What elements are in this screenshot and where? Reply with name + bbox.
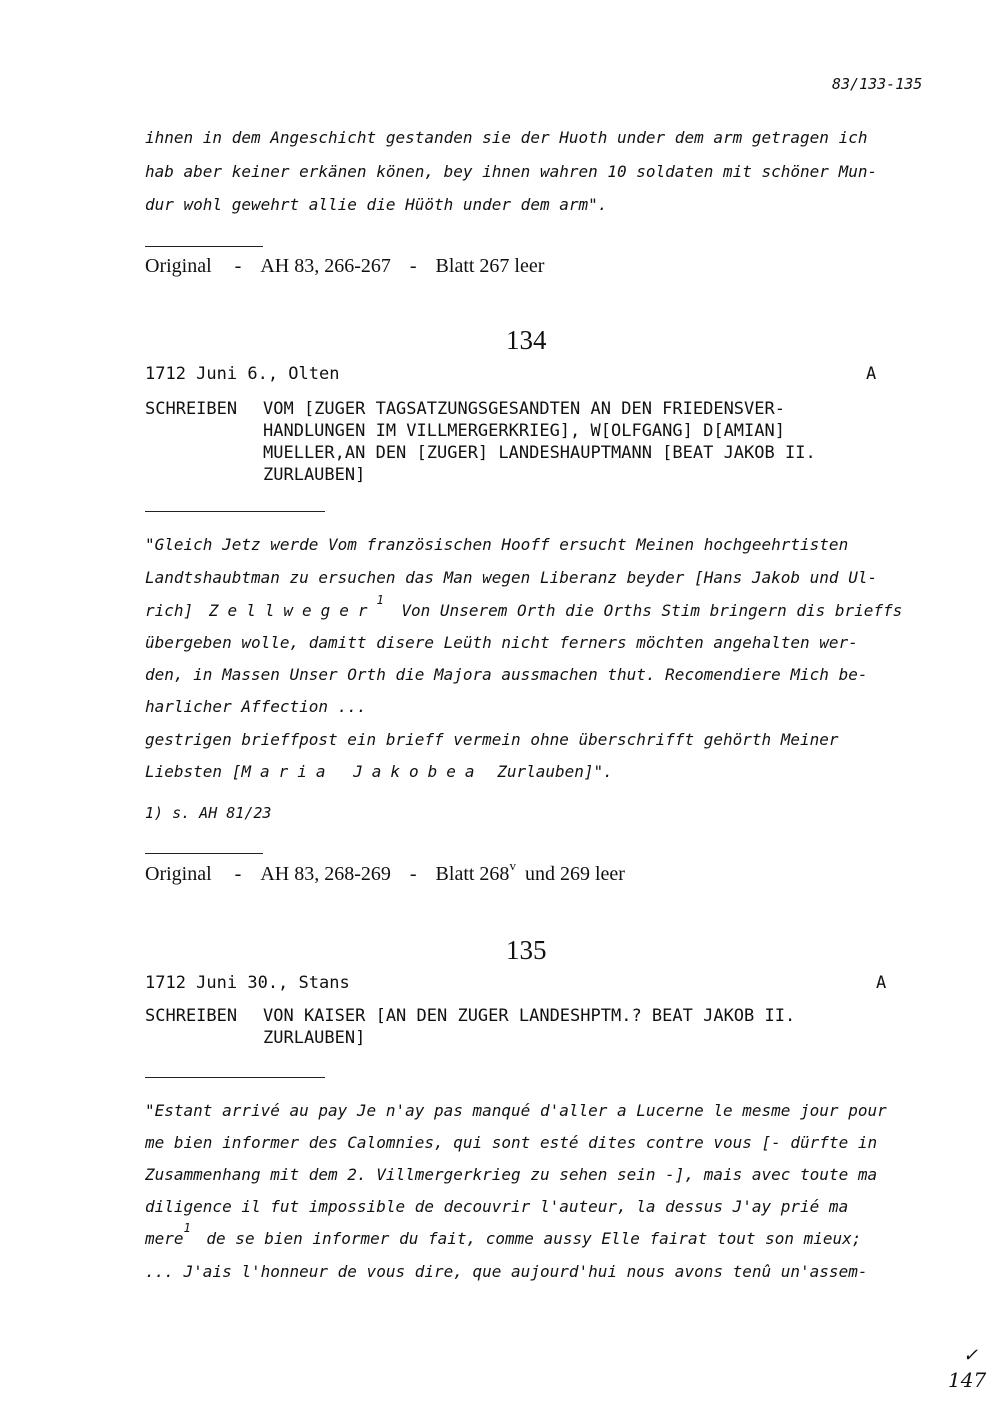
original-note: Blatt 267 leer <box>435 255 545 277</box>
divider <box>145 853 263 854</box>
heading-line: HANDLUNGEN IM VILLMERGERKRIEG], W[OLFGANG] D[AMIAN] <box>263 421 785 441</box>
quote-line: hab aber keiner erkänen könen, bey ihnen wahren 10 soldaten mit schöner Mun- <box>145 162 878 181</box>
date-place: 1712 Juni 6., Olten <box>145 364 340 384</box>
quote-text: mere <box>145 1229 184 1248</box>
quote-line: Zusammenhang mit dem 2. Villmergerkrieg zu sehen sein -], mais avec toute ma <box>145 1165 878 1184</box>
check-mark-icon: ✓ <box>963 1345 979 1366</box>
quote-line: me bien informer des Calomnies, qui sont esté dites contre vous [- dürfte in <box>145 1133 878 1152</box>
divider <box>145 511 325 512</box>
superscript: v <box>509 858 516 873</box>
quote-line: "Estant arrivé au pay Je n'ay pas manqué d'aller a Lucerne le mesme jour pour <box>145 1101 887 1120</box>
heading-first-word: SCHREIBEN <box>145 399 238 419</box>
document-number: 134 <box>506 325 547 355</box>
handwritten-folio-number: 147 <box>948 1368 987 1392</box>
original-ref: AH 83, 266-267 <box>260 255 391 277</box>
dash: - <box>234 255 242 277</box>
quote-line: dur wohl gewehrt allie die Hüöth under dem arm". <box>145 195 608 214</box>
heading-first-word: SCHREIBEN <box>145 1006 238 1026</box>
spaced-name: Zellweger <box>208 601 377 620</box>
heading-line: VOM [ZUGER TAGSATZUNGSGESANDTEN AN DEN FRIEDENSVER- <box>263 399 785 419</box>
quote-line: ... J'ais l'honneur de vous dire, que aujourd'hui nous avons tenû un'assem- <box>145 1262 868 1281</box>
quote-line: gestrigen brieffpost ein brieff vermein ohne überschrifft gehörth Meiner <box>145 730 839 749</box>
original-note: Blatt 268 <box>435 863 510 885</box>
divider <box>145 1077 325 1078</box>
quote-line: ihnen in dem Angeschicht gestanden sie der Huoth under dem arm getragen ich <box>145 128 868 147</box>
footnote-marker: 1 <box>183 1221 191 1235</box>
quote-line: "Gleich Jetz werde Vom französischen Hooff ersucht Meinen hochgeehrtisten <box>145 535 849 554</box>
quote-text: Zurlauben]". <box>497 762 613 781</box>
original-label: Original <box>145 255 212 277</box>
grade: A <box>876 973 887 993</box>
divider <box>145 246 263 247</box>
heading-line: ZURLAUBEN] <box>263 1028 366 1048</box>
footnote-marker: 1 <box>376 593 384 607</box>
quote-line: den, in Massen Unser Orth die Majora aussmachen thut. Recomendiere Mich be- <box>145 665 868 684</box>
dash: - <box>409 863 417 885</box>
quote-line <box>145 1221 862 1248</box>
original-line <box>145 858 625 886</box>
quote-line <box>145 762 613 781</box>
quote-text: Von Unserem Orth die Orths Stim bringern dis brieffs <box>401 601 903 620</box>
quote-line: übergeben wolle, damitt disere Leüth nicht ferners möchten angehalten wer- <box>145 633 858 652</box>
quote-text: Liebsten [ <box>145 762 242 781</box>
date-place: 1712 Juni 30., Stans <box>145 973 350 993</box>
quote-line: Landtshaubtman zu ersuchen das Man wegen Liberanz beyder [Hans Jakob und Ul- <box>145 568 878 587</box>
spaced-name: Maria Jakobea <box>241 762 484 781</box>
original-label: Original <box>145 863 212 885</box>
original-ref: AH 83, 268-269 <box>260 863 391 885</box>
original-line <box>145 255 544 278</box>
footnote: 1) s. AH 81/23 <box>145 804 272 822</box>
quote-line: diligence il fut impossible de decouvrir l'auteur, la dessus J'ay prié ma <box>145 1197 849 1216</box>
grade: A <box>866 364 877 384</box>
original-note: und 269 leer <box>524 863 625 885</box>
page-number: 83/133-135 <box>832 75 923 93</box>
quote-line <box>145 593 903 620</box>
heading-line: VON KAISER [AN DEN ZUGER LANDESHPTM.? BEAT JAKOB II. <box>263 1006 796 1026</box>
quote-text: de se bien informer du fait, comme aussy Elle fairat tout son mieux; <box>206 1229 862 1248</box>
heading-line: MUELLER,AN DEN [ZUGER] LANDESHAUPTMANN [BEAT JAKOB II. <box>263 443 816 463</box>
dash: - <box>234 863 242 885</box>
quote-text: rich] <box>145 601 194 620</box>
heading-line: ZURLAUBEN] <box>263 465 366 485</box>
quote-line: harlicher Affection ... <box>145 697 367 716</box>
document-number: 135 <box>506 935 547 965</box>
dash: - <box>409 255 417 277</box>
